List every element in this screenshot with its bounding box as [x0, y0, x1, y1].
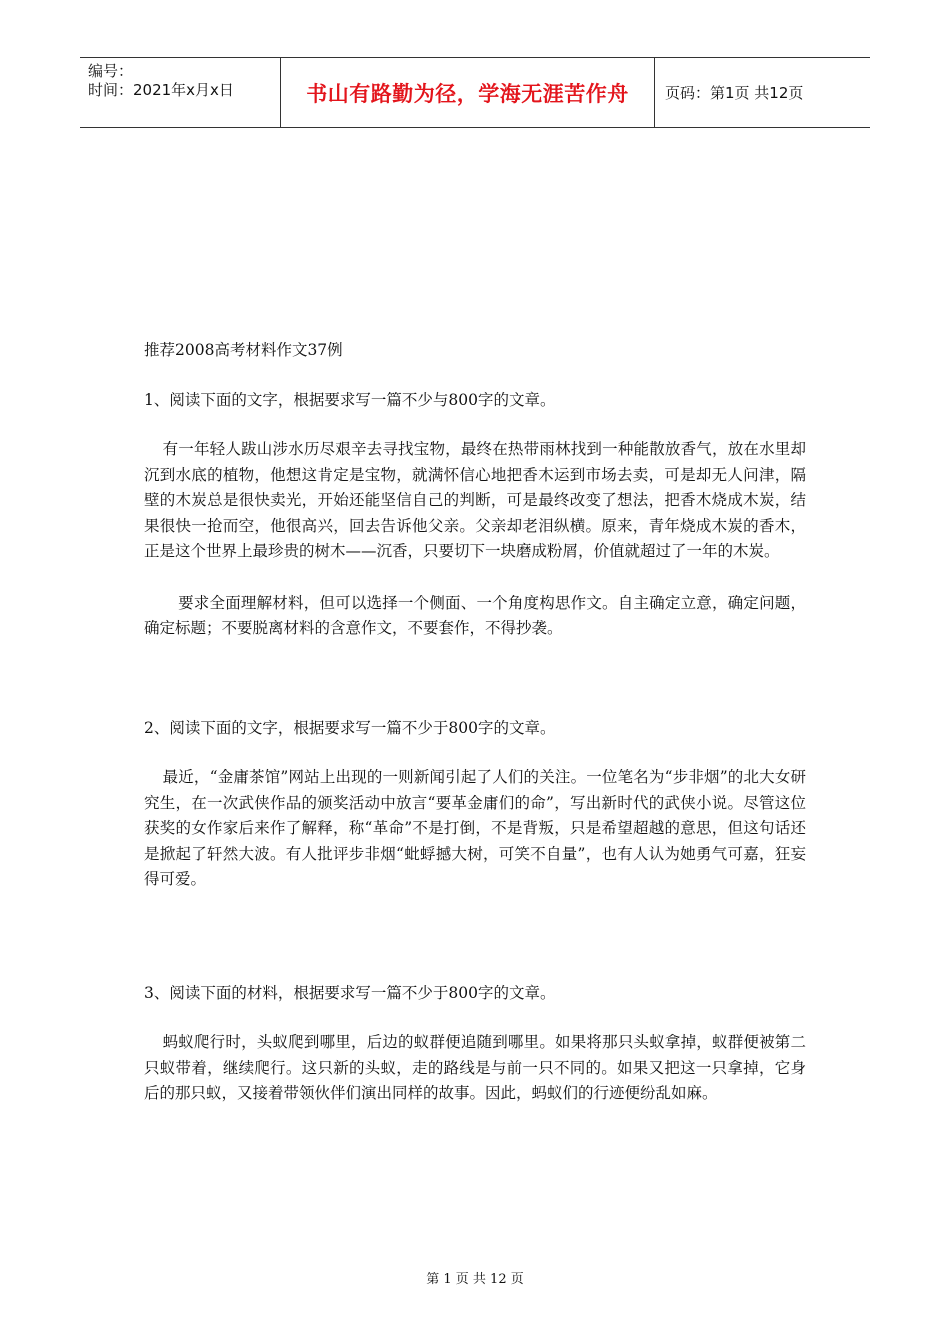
header-motto: 书山有路勤为径，学海无涯苦作舟	[281, 58, 655, 127]
number-label: 编号：	[88, 62, 134, 80]
header-page-info: 页码：第1页 共12页	[665, 84, 804, 102]
question-1-requirements: 要求全面理解材料，但可以选择一个侧面、一个角度构思作文。自主确定立意，确定问题，确定标题；不要脱离材料的含意作文，不要套作，不得抄袭。	[144, 593, 806, 637]
question-2-material: 最近，“金庸茶馆”网站上出现的一则新闻引起了人们的关注。一位笔名为“步非烟”的北大女研究生，在一次武侠作品的颁奖活动中放言“要革金庸们的命”，写出新时代的武侠小说。尽管这位获奖的女作家后来作了解释，称“革命”不是打倒，不是背叛，只是希望超越的意思，但这句话还是掀起了轩然大波。有人批评步非烟“蚍蜉撼大树，可笑不自量”，也有人认为她勇气可嘉，狂妄得可爱。	[144, 768, 806, 888]
header-meta	[80, 58, 281, 127]
spacer	[144, 668, 806, 716]
page-footer: 第 1 页 共 12 页	[426, 1272, 524, 1287]
document-title: 推荐2008高考材料作文37例	[144, 341, 343, 359]
question-2-heading: 2、阅读下面的文字，根据要求写一篇不少于800字的文章。	[144, 718, 556, 737]
question-3-heading: 3、阅读下面的材料，根据要求写一篇不少于800字的文章。	[144, 983, 556, 1002]
document-body	[144, 338, 806, 1133]
question-3-material: 蚂蚁爬行时，头蚁爬到哪里，后边的蚁群便追随到哪里。如果将那只头蚁拿掉，蚁群便被第二只蚁带着，继续爬行。这只新的头蚁，走的路线是与前一只不同的。如果又把这一只拿掉，它身后的那只蚁，又接着带领伙伴们演出同样的故事。因此，蚂蚁们的行迹便纷乱如麻。	[144, 1033, 806, 1102]
time-label: 时间：2021年x月x日	[88, 81, 234, 99]
question-1-heading: 1、阅读下面的文字，根据要求写一篇不少与800字的文章。	[144, 390, 556, 409]
spacer	[144, 919, 806, 981]
page-header	[80, 57, 870, 128]
question-1-material: 有一年轻人跋山涉水历尽艰辛去寻找宝物，最终在热带雨林找到一种能散放香气，放在水里却沉到水底的植物，他想这肯定是宝物，就满怀信心地把香木运到市场去卖，可是却无人问津，隔壁的木炭总是很快卖光，开始还能坚信自己的判断，可是最终改变了想法，把香木烧成木炭，结果很快一抢而空，他很高兴，回去告诉他父亲。父亲却老泪纵横。原来，青年烧成木炭的香木，正是这个世界上最珍贵的树木——沉香，只要切下一块磨成粉屑，价值就超过了一年的木炭。	[144, 440, 806, 560]
